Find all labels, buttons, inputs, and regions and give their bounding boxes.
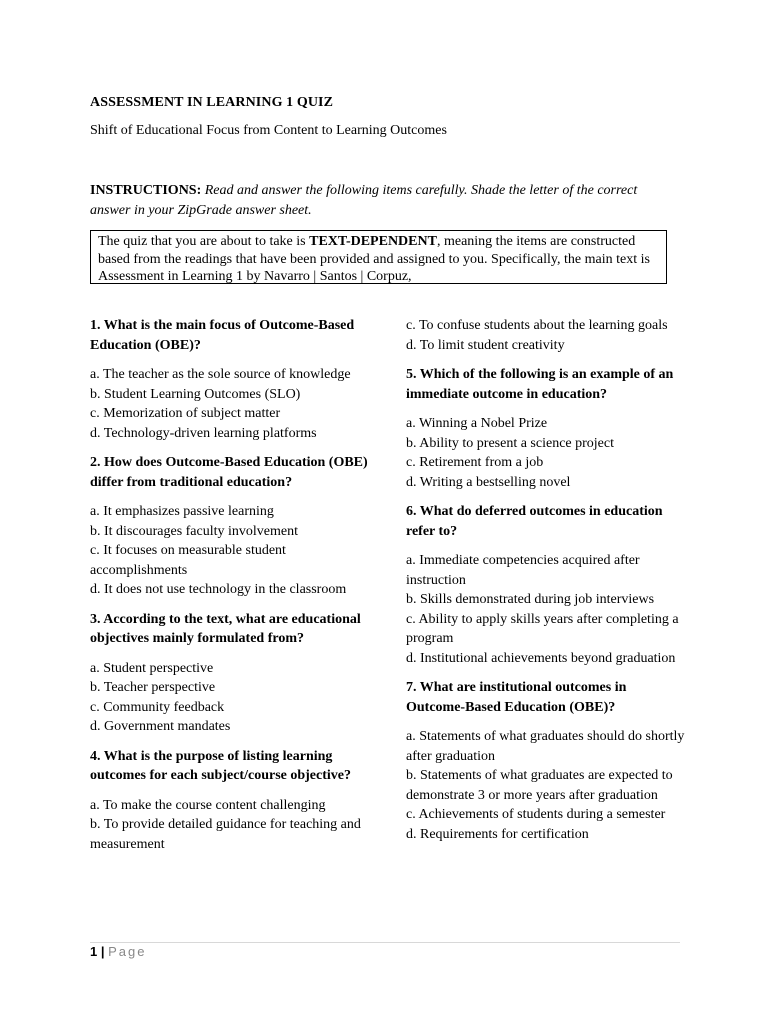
question-4: 4. What is the purpose of listing learning outcomes for each subject/course objective?: [90, 748, 352, 783]
option: a. It emphasizes passive learning: [90, 504, 274, 519]
question-block: [406, 365, 686, 492]
option: c. Ability to apply skills years after completing a program: [406, 611, 679, 646]
page-label: Page: [108, 944, 147, 959]
question-7: 7. What are institutional outcomes in Outcome-Based Education (OBE)?: [406, 680, 627, 715]
note-emphasis: TEXT-DEPENDENT: [309, 234, 437, 249]
option: a. Winning a Nobel Prize: [406, 416, 548, 431]
option: b. To provide detailed guidance for teaching and measurement: [90, 817, 361, 852]
question-3: 3. According to the text, what are educational objectives mainly formulated from?: [90, 611, 361, 646]
option: a. To make the course content challenging: [90, 797, 326, 813]
option: b. Student Learning Outcomes (SLO): [90, 386, 301, 402]
left-question-column: [90, 316, 370, 864]
instructions-label: INSTRUCTIONS:: [90, 183, 202, 198]
option: a. Statements of what graduates should do shortly after graduation: [406, 729, 685, 764]
option: d. It does not use technology in the classroom: [90, 582, 347, 597]
option: d. Writing a bestselling novel: [406, 474, 571, 490]
note-prefix: The quiz that you are about to take is: [98, 234, 310, 249]
question-1: 1. What is the main focus of Outcome-Based Education (OBE)?: [90, 318, 355, 353]
option: a. The teacher as the sole source of knowledge: [90, 367, 351, 382]
right-question-column: [406, 316, 686, 854]
option: c. Achievements of students during a semester: [406, 807, 666, 822]
note-suffix: , meaning the items are constructed based from the readings that have been provided and assigned to you. Specifically, the main text is Assessment in Learning 1 by Navarro | Santos | Corpuz,: [98, 234, 650, 284]
question-6: 6. What do deferred outcomes in education refer to?: [406, 504, 663, 539]
option: c. Community feedback: [90, 699, 225, 715]
option: d. Institutional achievements beyond graduation: [406, 650, 676, 666]
option: d. Government mandates: [90, 719, 231, 734]
options-2: [90, 502, 370, 600]
option: b. It discourages faculty involvement: [90, 523, 298, 539]
page-separator: |: [100, 944, 105, 959]
options-3: [90, 659, 370, 737]
option: c. Retirement from a job: [406, 455, 544, 470]
option: c. Memorization of subject matter: [90, 406, 281, 421]
instructions: [90, 181, 670, 221]
quiz-subtitle: Shift of Educational Focus from Content to Learning Outcomes: [90, 123, 447, 138]
instructions-text: Read and answer the following items carefully. Shade the letter of the correct answer in your ZipGrade answer sheet.: [90, 183, 638, 218]
option: b. Teacher perspective: [90, 680, 216, 695]
options-1: [90, 365, 370, 443]
options-5: [406, 414, 686, 492]
option: c. It focuses on measurable student accomplishments: [90, 543, 286, 578]
options-7: [406, 727, 686, 844]
question-block: [406, 678, 686, 844]
question-2: 2. How does Outcome-Based Education (OBE) differ from traditional education?: [90, 455, 368, 490]
question-block: [90, 316, 370, 443]
page-number: 1: [90, 944, 98, 959]
quiz-title: ASSESSMENT IN LEARNING 1 QUIZ: [90, 95, 334, 110]
options-6: [406, 551, 686, 668]
option: b. Skills demonstrated during job interviews: [406, 592, 655, 607]
options-4: [90, 796, 370, 855]
option: a. Immediate competencies acquired after instruction: [406, 553, 640, 588]
option: d. Technology-driven learning platforms: [90, 425, 317, 441]
text-dependent-note: [90, 230, 667, 284]
question-block: [90, 747, 370, 855]
options-4-continued: [406, 316, 686, 355]
option: d. To limit student creativity: [406, 337, 565, 353]
question-block: [90, 610, 370, 737]
option: b. Statements of what graduates are expected to demonstrate 3 or more years after graduation: [406, 768, 673, 803]
page-footer: [90, 942, 680, 959]
question-block: [90, 453, 370, 600]
option: a. Student perspective: [90, 660, 214, 676]
question-5: 5. Which of the following is an example of an immediate outcome in education?: [406, 367, 674, 402]
option: d. Requirements for certification: [406, 826, 589, 842]
question-block: [406, 502, 686, 668]
option: b. Ability to present a science project: [406, 435, 614, 451]
option: c. To confuse students about the learning goals: [406, 318, 668, 333]
